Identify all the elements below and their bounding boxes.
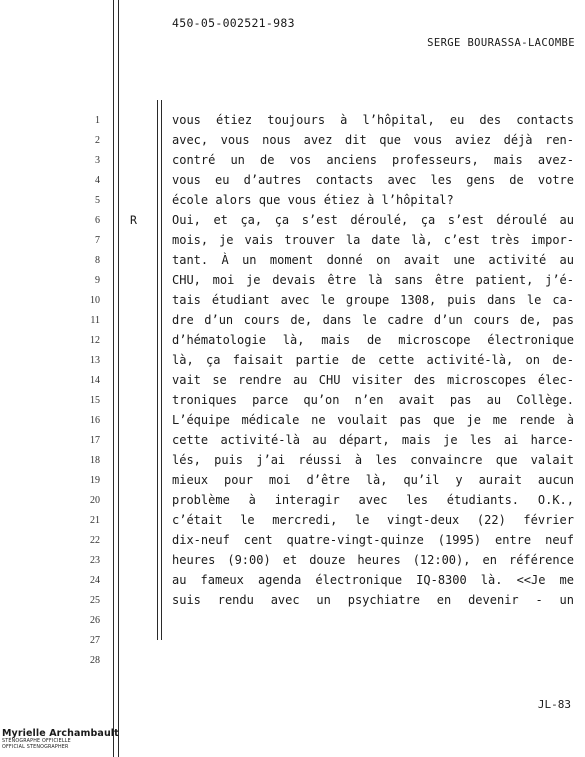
line-text: c’était le mercredi, le vingt-deux (22) février (172, 513, 574, 527)
line-text: tais étudiant avec le groupe 1308, puis dans le ca- (172, 293, 574, 307)
line-number: 17 (90, 435, 100, 446)
line-text: vous eu d’autres contacts avec les gens de votre (172, 173, 574, 187)
line-number: 19 (90, 475, 100, 486)
stenographer-stamp (2, 729, 119, 751)
margin-rule-outer-left (113, 0, 114, 757)
line-text: heures (9:00) et douze heures (12:00), en référence (172, 553, 574, 567)
line-text: avec, vous nous avez dit que vous aviez déjà ren- (172, 133, 574, 147)
line-number: 23 (90, 555, 100, 566)
line-number: 7 (95, 235, 100, 246)
margin-rule-inner-right (161, 100, 162, 640)
line-text: vous étiez toujours à l’hôpital, eu des contacts (172, 113, 574, 127)
line-text: CHU, moi je devais être là sans être patient, j’é- (172, 273, 574, 287)
stenographer-title-fr: STÉNOGRAPHE OFFICIELLE (2, 739, 71, 744)
line-number: 28 (90, 655, 100, 666)
stenographer-name: Myrielle Archambault (2, 728, 119, 739)
line-number: 8 (95, 255, 100, 266)
line-text: école alors que vous étiez à l’hôpital? (172, 193, 454, 207)
line-number: 4 (95, 175, 100, 186)
stenographer-title-en: OFFICIAL STENOGRAPHER (2, 745, 69, 750)
line-text: problème à interagir avec les étudiants. O.K., (172, 493, 574, 507)
line-number: 2 (95, 135, 100, 146)
line-text: Oui, et ça, ça s’est déroulé, ça s’est déroulé au (172, 213, 574, 227)
line-text: troniques parce qu’on n’en avait pas au Collège. (172, 393, 574, 407)
margin-rule-outer-right (118, 0, 119, 757)
line-number: 24 (90, 575, 100, 586)
line-number: 3 (95, 155, 100, 166)
line-text: là, ça faisait partie de cette activité-là, on de- (172, 353, 574, 367)
line-number: 9 (95, 275, 100, 286)
line-number: 10 (90, 295, 100, 306)
line-number: 18 (90, 455, 100, 466)
line-text: mieux pour moi d’être là, qu’il y aurait aucun (172, 473, 574, 487)
line-number: 14 (90, 375, 100, 386)
line-number: 1 (95, 115, 100, 126)
speaker-marker: R (130, 213, 137, 227)
line-text: dre d’un cours de, dans le cadre d’un cours de, pas (172, 313, 574, 327)
line-text: cette activité-là au départ, mais je les ai harce- (172, 433, 574, 447)
line-text: au fameux agenda électronique IQ-8300 là. <<Je me (172, 573, 574, 587)
line-text: suis rendu avec un psychiatre en devenir - un (172, 593, 574, 607)
line-text: d’hématologie là, mais de microscope électronique (172, 333, 574, 347)
line-text: dix-neuf cent quatre-vingt-quinze (1995) entre neuf (172, 533, 574, 547)
line-text: vait se rendre au CHU visiter des microscopes élec- (172, 373, 574, 387)
line-number: 27 (90, 635, 100, 646)
line-number: 20 (90, 495, 100, 506)
page-reference: JL-83 (537, 698, 571, 711)
line-text: contré un de vos anciens professeurs, mais avez- (172, 153, 574, 167)
line-number: 26 (90, 615, 100, 626)
line-number: 12 (90, 335, 100, 346)
line-number: 21 (90, 515, 100, 526)
line-text: lés, puis j’ai réussi à les convaincre que valait (172, 453, 574, 467)
line-text: L’équipe médicale ne voulait pas que je me rende à (172, 413, 574, 427)
line-text: tant. À un moment donné on avait une activité au (172, 253, 574, 267)
line-number: 15 (90, 395, 100, 406)
margin-rule-inner-left (157, 100, 158, 640)
line-number: 13 (90, 355, 100, 366)
witness-name: SERGE BOURASSA-LACOMBE (427, 37, 575, 49)
line-number: 5 (95, 195, 100, 206)
line-number: 11 (90, 315, 100, 326)
line-text: mois, je vais trouver la date là, c’est très impor- (172, 233, 574, 247)
line-number: 6 (95, 215, 100, 226)
case-number: 450-05-002521-983 (172, 16, 295, 30)
line-number: 25 (90, 595, 100, 606)
line-number: 22 (90, 535, 100, 546)
line-number: 16 (90, 415, 100, 426)
